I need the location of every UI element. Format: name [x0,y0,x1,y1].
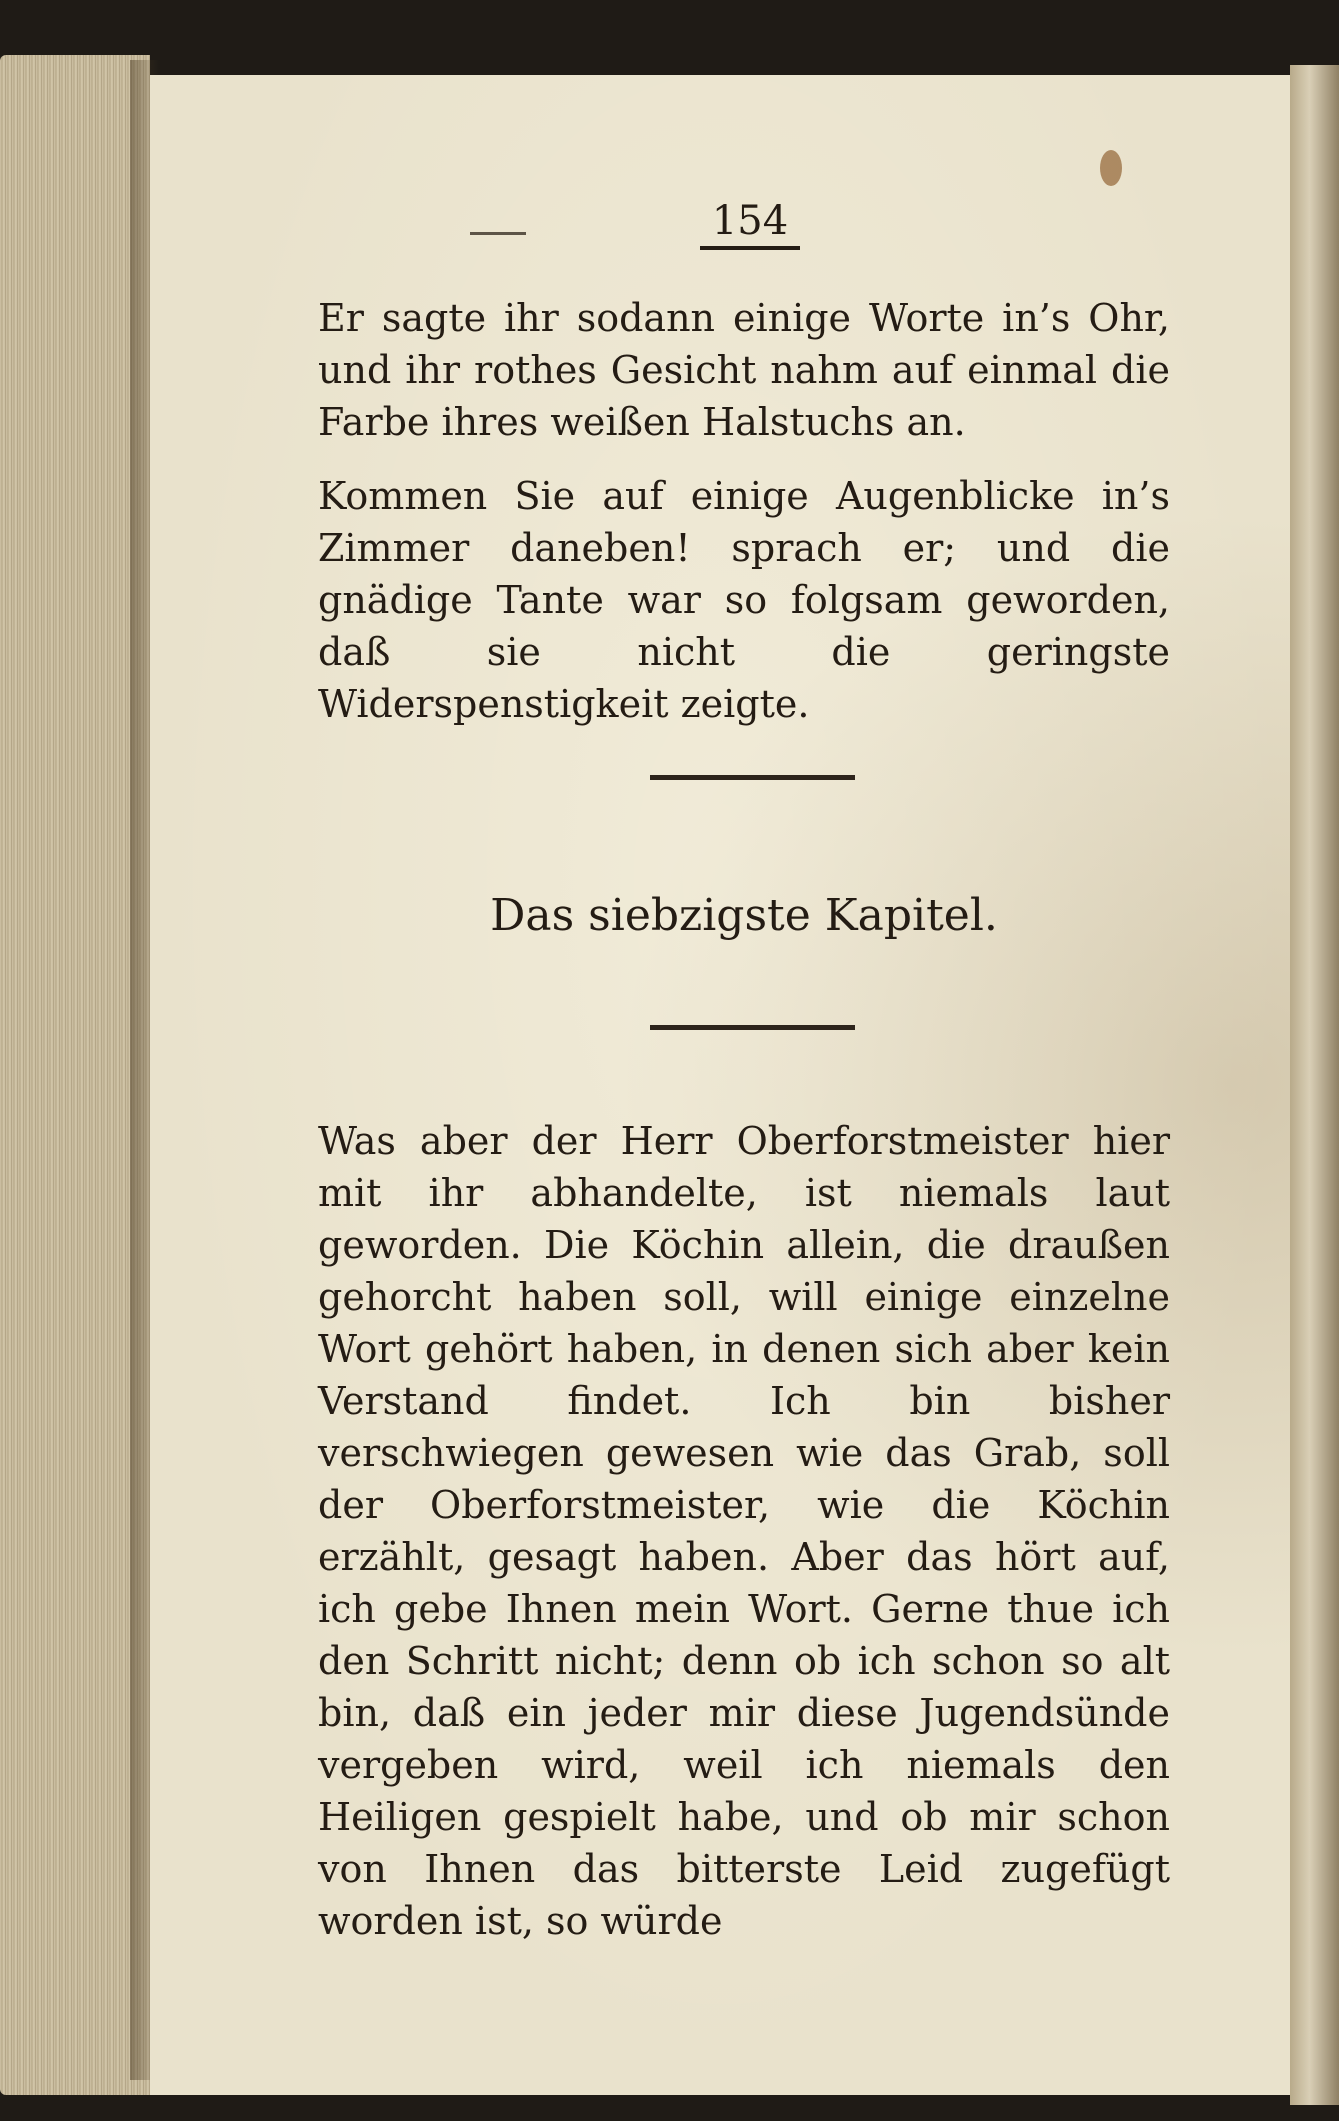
paragraph-1-text: Er sagte ihr sodann einige Worte in’s Ohr, und ihr rothes Gesicht nahm auf einmal die Farbe ihres weißen Halstuchs an. [318,296,1170,444]
paragraph-1 [318,292,1170,448]
chapter-body-text: Was aber der Herr Oberforstmeister hier mit ihr abhandelte, ist niemals laut geworden. Die Köchin allein, die draußen gehorcht haben soll, will einige einzelne Wort gehört haben, in denen sich aber kein Verstand findet. Ich bin bisher verschwiegen gewesen wie das Grab, soll der Oberforstmeister, wie die Köchin erzählt, gesagt haben. Aber das hört auf, ich gebe Ihnen mein Wort. Gerne thue ich den Schritt nicht; denn ob ich schon so alt bin, daß ein jeder mir diese Jugendsünde vergeben wird, weil ich niemals den Heiligen gespielt habe, und ob mir schon von Ihnen das bitterste Leid zugefügt worden ist, so würde [318,1119,1170,1943]
chapter-rule-bottom [650,1025,855,1030]
chapter-body [318,1115,1170,1947]
right-page-edge [1290,65,1339,2105]
header-ornament [470,232,526,235]
ink-stain [1100,150,1122,186]
chapter-heading: Das siebzigste Kapitel. [490,890,998,941]
paragraph-2-text: Kommen Sie auf einige Augenblicke in’s Zimmer daneben! sprach er; und die gnädige Tante war so folgsam geworden, daß sie nicht die geringste Widerspenstigkeit zeigte. [318,474,1170,726]
page-number: 154 [700,198,800,250]
page-edges [0,55,150,2095]
chapter-rule-top [650,775,855,780]
paragraph-2 [318,470,1170,730]
